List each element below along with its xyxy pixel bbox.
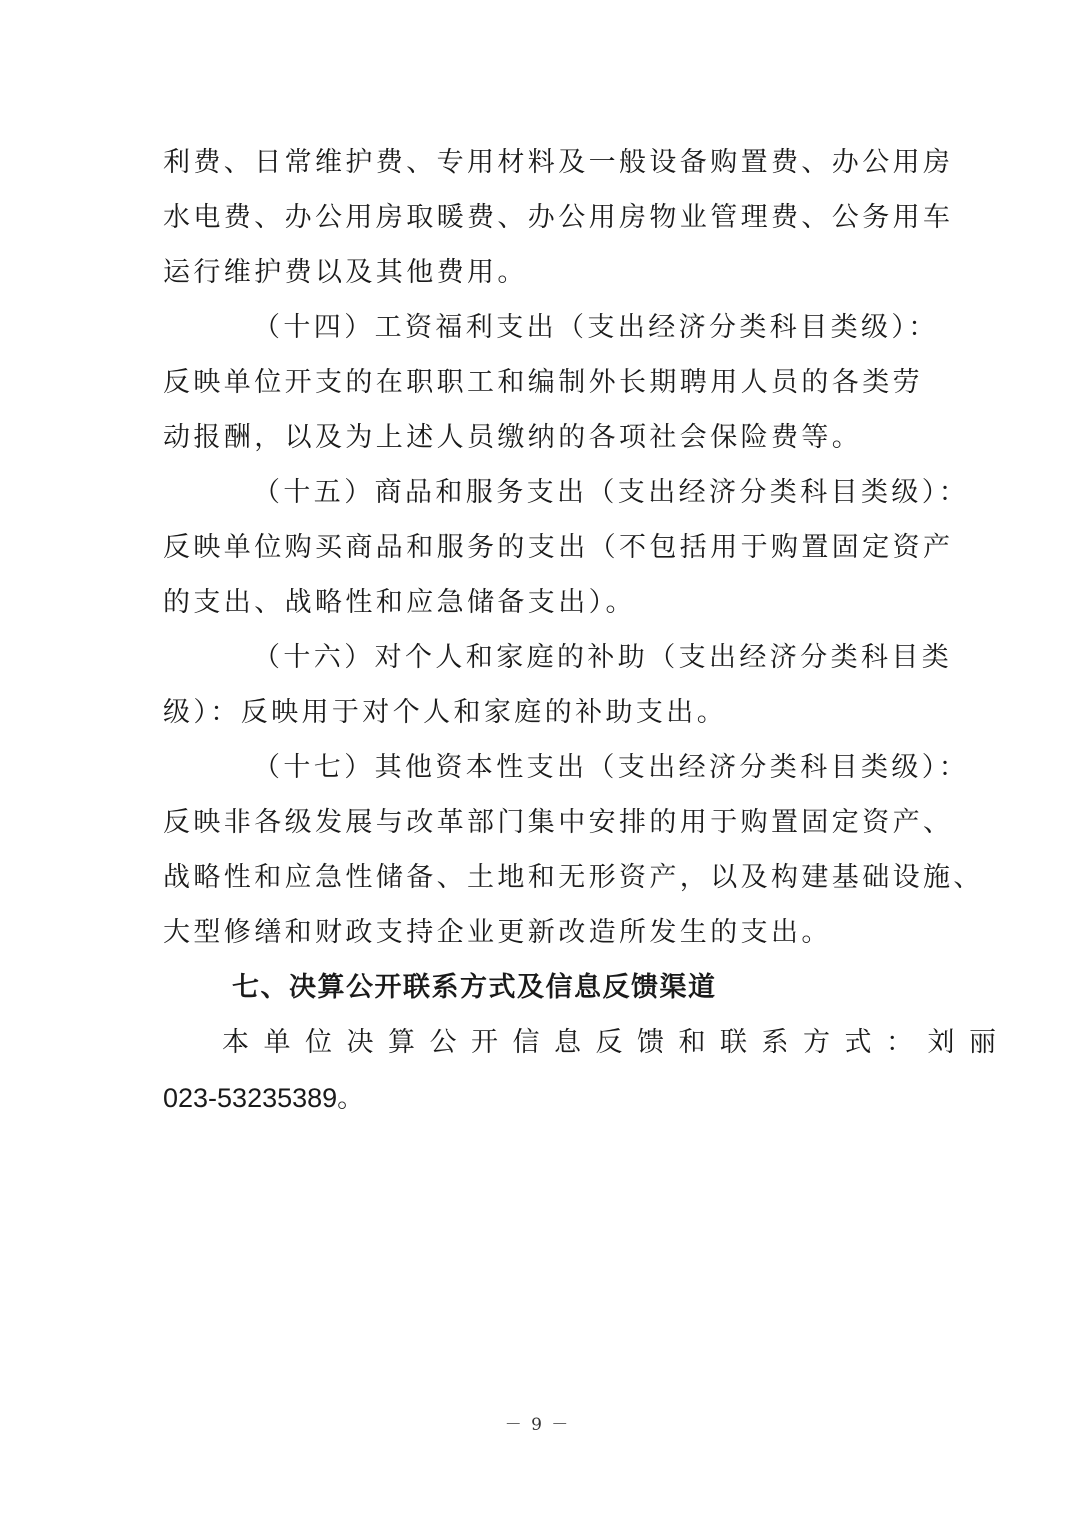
- paragraph-line: 战略性和应急性储备、土地和无形资产，以及构建基础设施、: [163, 862, 984, 893]
- paragraph-line: 动报酬，以及为上述人员缴纳的各项社会保险费等。: [163, 422, 863, 453]
- paragraph-line: 反映单位开支的在职职工和编制外长期聘用人员的各类劳: [163, 367, 923, 398]
- item-16-title: （十六）对个人和家庭的补助（支出经济分类科目类: [253, 642, 953, 673]
- paragraph-line: 级）：反映用于对个人和家庭的补助支出。: [163, 697, 728, 728]
- paragraph-line: 反映单位购买商品和服务的支出（不包括用于购置固定资产: [163, 532, 954, 563]
- paragraph-line: 反映非各级发展与改革部门集中安排的用于购置固定资产、: [163, 807, 954, 838]
- paragraph-line: 利费、日常维护费、专用材料及一般设备购置费、办公用房: [163, 147, 954, 178]
- item-14-title: （十四）工资福利支出（支出经济分类科目类级）：: [253, 312, 939, 343]
- page-number: － 9 －: [504, 1415, 571, 1435]
- item-15-title: （十五）商品和服务支出（支出经济分类科目类级）：: [253, 477, 970, 508]
- paragraph-line: 水电费、办公用房取暖费、办公用房物业管理费、公务用车: [163, 202, 954, 233]
- contact-text: 本单位决算公开信息反馈和联系方式：刘丽: [222, 1027, 1011, 1058]
- paragraph-line: 大型修缮和财政支持企业更新改造所发生的支出。: [163, 917, 832, 948]
- paragraph-line: 运行维护费以及其他费用。: [163, 257, 528, 288]
- contact-phone: 023-53235389。: [163, 1083, 365, 1113]
- paragraph-line: 的支出、战略性和应急储备支出）。: [163, 587, 636, 618]
- item-17-title: （十七）其他资本性支出（支出经济分类科目类级）：: [253, 752, 970, 783]
- section-heading: 七、决算公开联系方式及信息反馈渠道: [232, 972, 717, 1003]
